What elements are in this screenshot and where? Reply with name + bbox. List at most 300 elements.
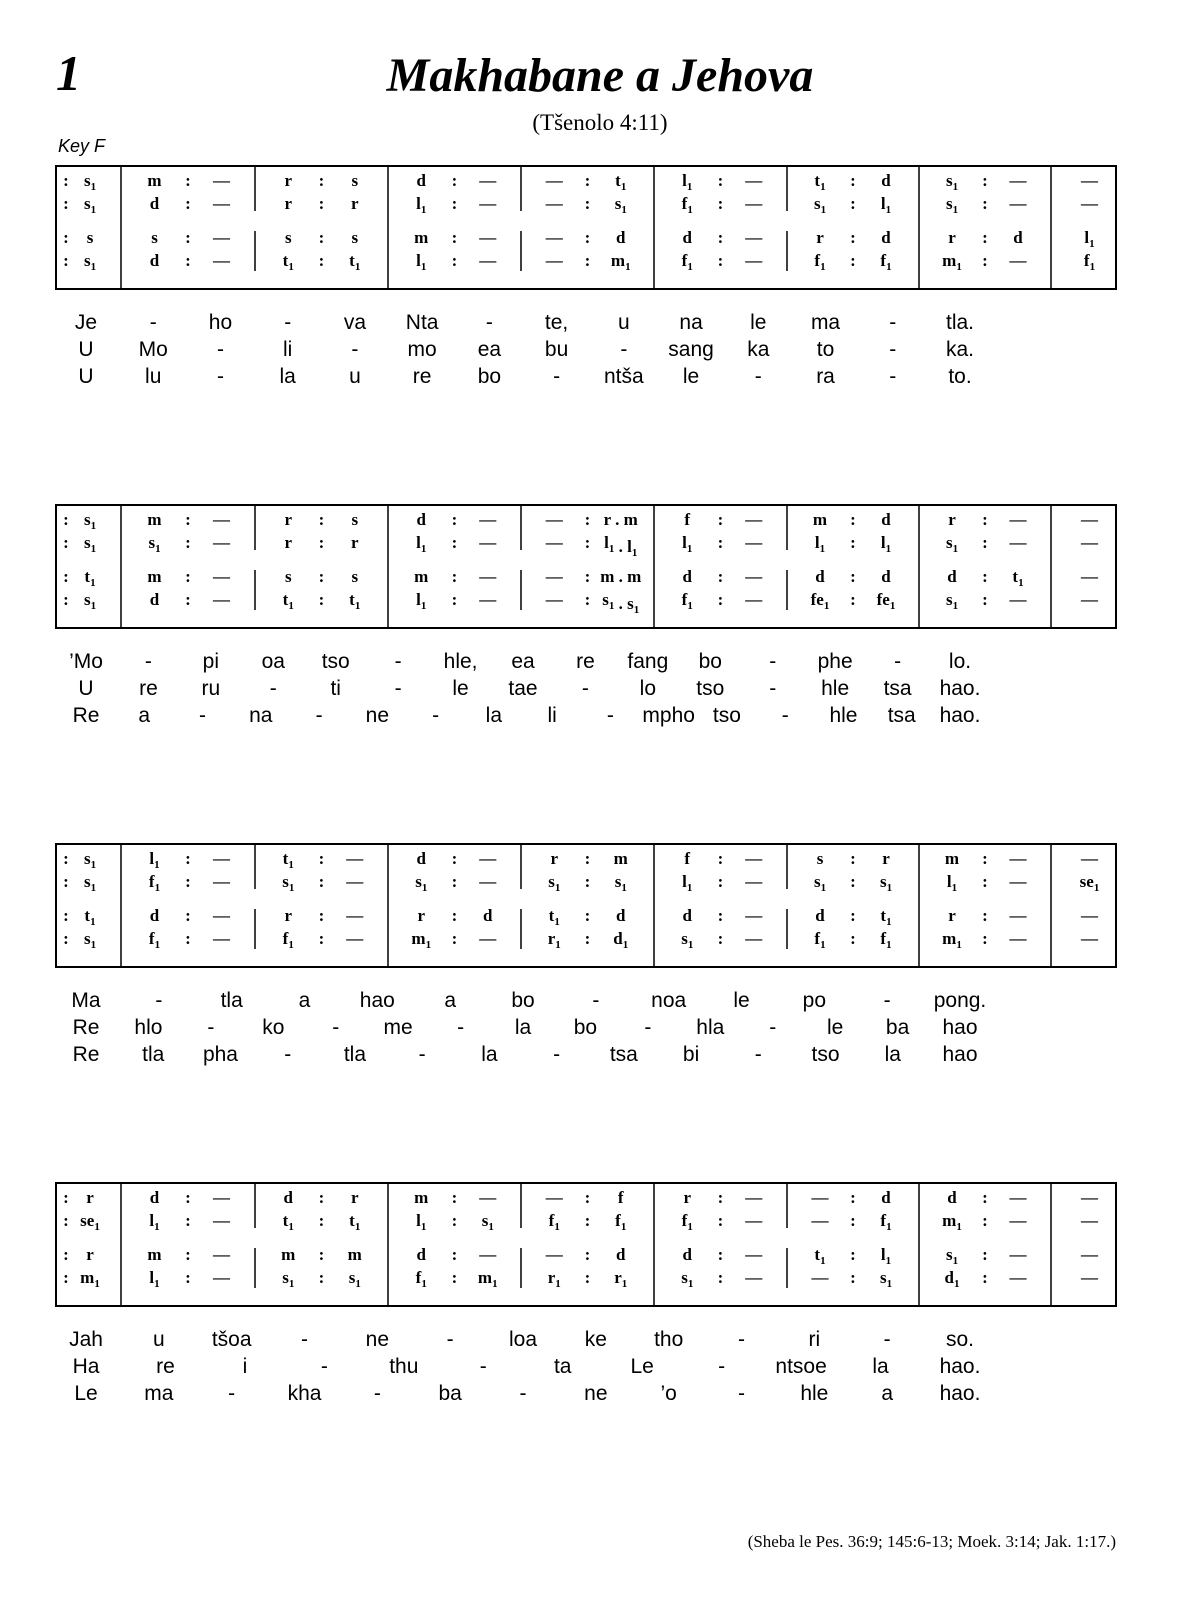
lyric-syllable: la xyxy=(279,365,296,388)
note: d xyxy=(616,228,626,247)
lyric-syllable: - xyxy=(519,1382,527,1405)
beat-colon: : xyxy=(63,533,69,552)
note: r xyxy=(284,510,293,529)
lyric-syllable: re xyxy=(156,1355,175,1378)
lyric-syllable: la xyxy=(514,1016,532,1039)
beat-colon: : xyxy=(185,1211,191,1230)
beat-colon: : xyxy=(318,1188,325,1207)
beat-colon: : xyxy=(451,590,458,609)
note: d xyxy=(416,510,426,529)
lyric-syllable: - xyxy=(432,704,440,727)
note: d xyxy=(149,194,160,213)
lyric-syllable: me xyxy=(383,1016,413,1039)
beat-colon: : xyxy=(717,1188,724,1207)
note: — xyxy=(745,533,763,552)
note: d xyxy=(881,228,891,247)
pickup-note: $t_1$ xyxy=(84,906,96,928)
beat-colon: : xyxy=(63,849,69,868)
lyric-syllable: - xyxy=(889,311,897,334)
note: — xyxy=(545,567,563,586)
note: $l_1$ xyxy=(416,533,427,555)
note: — xyxy=(545,1245,563,1264)
beat-colon: : xyxy=(584,849,591,868)
beat-colon: : xyxy=(318,1211,325,1230)
lyric-syllable: li xyxy=(283,338,293,361)
note: $d_1$ xyxy=(944,1268,960,1290)
note: $f_1$ xyxy=(681,251,693,273)
lyric-syllable: ko xyxy=(262,1016,285,1039)
lyric-syllable: hla xyxy=(696,1016,725,1039)
note: d xyxy=(149,906,160,925)
lyric-syllable: u xyxy=(618,311,630,334)
lyric-syllable: hao. xyxy=(939,704,981,727)
scripture-reference: (Tšenolo 4:11) xyxy=(532,110,668,135)
lyric-syllable: le xyxy=(750,311,767,334)
note: $s_1$ xyxy=(481,1211,494,1233)
note: — xyxy=(479,1245,497,1264)
lyric-syllable: tso xyxy=(321,650,350,673)
beat-colon: : xyxy=(318,251,325,270)
lyric-syllable: ta xyxy=(553,1355,572,1378)
note: $s_1$ xyxy=(681,929,694,951)
lyric-syllable: - xyxy=(894,650,902,673)
final-note: — xyxy=(1081,906,1098,925)
lyric-syllable: bu xyxy=(544,338,569,361)
beat-colon: : xyxy=(717,171,724,190)
note: $t_1$ xyxy=(349,251,361,273)
note: $l_1$ xyxy=(149,1268,160,1290)
note: — xyxy=(1009,171,1027,190)
note: s xyxy=(351,228,359,247)
note: — xyxy=(745,567,763,586)
lyric-syllable: le xyxy=(452,677,469,700)
note: $f_1$ xyxy=(548,1211,560,1233)
beat-colon: : xyxy=(584,251,591,270)
lyric-syllable: ra xyxy=(816,365,835,388)
beat-colon: : xyxy=(584,510,591,529)
pickup-note: s xyxy=(86,228,94,247)
note: — xyxy=(479,849,497,868)
note: d xyxy=(881,1188,891,1207)
beat-colon: : xyxy=(185,567,191,586)
beat-colon: : xyxy=(63,567,69,586)
lyric-syllable: loa xyxy=(508,1328,538,1351)
beat-colon: : xyxy=(584,590,591,609)
lyric-syllable: hle xyxy=(800,1382,829,1405)
beat-colon: : xyxy=(318,533,325,552)
lyric-syllable: bo xyxy=(477,365,502,388)
note: — xyxy=(545,510,563,529)
note: — xyxy=(213,567,230,586)
lyric-syllable: kha xyxy=(287,1382,322,1405)
lyric-syllable: - xyxy=(207,1016,215,1039)
note: — xyxy=(745,194,763,213)
beat-colon: : xyxy=(185,872,191,891)
note: — xyxy=(545,533,563,552)
beat-colon: : xyxy=(982,194,988,213)
note: — xyxy=(213,228,230,247)
lyric-syllable: la xyxy=(481,1043,498,1066)
note: — xyxy=(745,171,763,190)
lyric-syllable: hle xyxy=(829,704,858,727)
beat-colon: : xyxy=(63,194,69,213)
lyric-syllable: - xyxy=(889,338,897,361)
beat-colon: : xyxy=(63,510,69,529)
note: — xyxy=(479,171,497,190)
beat-colon: : xyxy=(451,849,458,868)
note: d xyxy=(616,906,626,925)
beat-colon: : xyxy=(982,590,988,609)
beat-colon: : xyxy=(451,251,458,270)
note: d xyxy=(616,1245,626,1264)
beat-colon: : xyxy=(318,906,325,925)
beat-colon: : xyxy=(185,590,191,609)
note: $t_1$ xyxy=(282,590,294,612)
beat-colon: : xyxy=(584,929,591,948)
beat-colon: : xyxy=(850,1268,856,1287)
note: — xyxy=(745,1268,763,1287)
note: d xyxy=(483,906,493,925)
lyric-syllable: - xyxy=(620,338,628,361)
note: — xyxy=(213,929,230,948)
beat-colon: : xyxy=(63,906,69,925)
note: $s_1$ xyxy=(148,533,161,555)
beat-colon: : xyxy=(982,1188,988,1207)
note: $m_1$ xyxy=(942,1211,962,1233)
beat-colon: : xyxy=(185,228,191,247)
note: — xyxy=(213,533,230,552)
final-note: — xyxy=(1081,171,1098,190)
note: — xyxy=(811,1188,829,1207)
beat-colon: : xyxy=(717,590,724,609)
note: $t_1$ xyxy=(349,590,361,612)
lyric-syllable: le xyxy=(733,989,750,1012)
note: r . m xyxy=(603,510,638,529)
lyric-syllable: - xyxy=(284,1043,292,1066)
lyric-syllable: pong. xyxy=(933,989,987,1012)
note: $t_1$ xyxy=(548,906,560,928)
note: — xyxy=(479,533,497,552)
pickup-note: $s_1$ xyxy=(83,590,97,612)
note: $s_1$ xyxy=(945,194,959,216)
beat-colon: : xyxy=(850,1245,856,1264)
note: — xyxy=(1009,1211,1027,1230)
beat-colon: : xyxy=(318,510,325,529)
beat-colon: : xyxy=(982,1245,988,1264)
lyric-syllable: - xyxy=(320,1355,328,1378)
lyric-syllable: lo. xyxy=(948,650,972,673)
note: r xyxy=(284,533,293,552)
final-note: — xyxy=(1081,194,1098,213)
pickup-note: $s_1$ xyxy=(83,872,97,894)
beat-colon: : xyxy=(451,929,458,948)
note: — xyxy=(213,251,230,270)
note: — xyxy=(213,1268,230,1287)
note: r xyxy=(948,228,956,247)
beat-colon: : xyxy=(318,590,325,609)
beat-colon: : xyxy=(185,251,191,270)
lyric-syllable: - xyxy=(485,311,493,334)
beat-colon: : xyxy=(63,590,69,609)
note: — xyxy=(213,194,230,213)
beat-colon: : xyxy=(982,906,988,925)
beat-colon: : xyxy=(717,906,724,925)
note: $s_1$ xyxy=(879,872,893,894)
beat-colon: : xyxy=(850,1188,856,1207)
lyric-syllable: pi xyxy=(202,650,220,673)
note: — xyxy=(1009,906,1027,925)
lyric-syllable: oa xyxy=(261,650,285,673)
beat-colon: : xyxy=(185,1268,191,1287)
note: s xyxy=(284,567,292,586)
beat-colon: : xyxy=(717,567,724,586)
final-note: $l_1$ xyxy=(1084,228,1095,250)
note: f xyxy=(684,849,691,868)
lyric-syllable: - xyxy=(269,677,277,700)
pickup-note: $t_1$ xyxy=(84,567,96,589)
hymn-title: Makhabane a Jehova xyxy=(386,49,814,102)
note: — xyxy=(213,872,230,891)
pickup-note: $s_1$ xyxy=(83,251,97,273)
lyric-syllable: tla xyxy=(220,989,243,1012)
note: — xyxy=(745,1245,763,1264)
note: $l_1$ xyxy=(682,171,693,193)
beat-colon: : xyxy=(63,872,69,891)
lyric-syllable: Jah xyxy=(69,1328,103,1351)
note: $r_1$ xyxy=(547,1268,561,1290)
note: $l_1$ xyxy=(946,872,958,894)
note: — xyxy=(213,1188,230,1207)
lyric-syllable: - xyxy=(606,704,614,727)
lyric-syllable: noa xyxy=(651,989,687,1012)
note: $f_1$ xyxy=(681,590,693,612)
beat-colon: : xyxy=(318,171,325,190)
lyric-syllable: hao xyxy=(359,989,395,1012)
note: — xyxy=(745,906,763,925)
lyric-syllable: to. xyxy=(948,365,972,388)
note: $s_1$ xyxy=(614,194,627,216)
note: — xyxy=(1009,929,1027,948)
note: $m_1$ xyxy=(610,251,631,273)
note: — xyxy=(346,906,364,925)
lyric-syllable: hao. xyxy=(939,1382,981,1405)
lyric-syllable: hlo xyxy=(134,1016,163,1039)
lyric-syllable: - xyxy=(479,1355,487,1378)
note: — xyxy=(479,567,497,586)
note: — xyxy=(745,1211,763,1230)
note: $d_1$ xyxy=(613,929,629,951)
note: d xyxy=(682,906,692,925)
lyric-syllable: - xyxy=(301,1328,308,1351)
note: d xyxy=(149,590,160,609)
lyric-syllable: - xyxy=(394,677,402,700)
note: r xyxy=(550,849,559,868)
note: $fe_1$ xyxy=(810,590,830,612)
note: — xyxy=(479,194,497,213)
note: — xyxy=(213,510,230,529)
beat-colon: : xyxy=(717,1268,724,1287)
note: — xyxy=(745,849,763,868)
note: m xyxy=(414,567,429,586)
note: m xyxy=(147,1245,162,1264)
note: — xyxy=(479,1188,497,1207)
lyric-syllable: tšoa xyxy=(211,1328,252,1351)
final-note: — xyxy=(1081,567,1098,586)
beat-colon: : xyxy=(318,929,325,948)
lyric-syllable: ba xyxy=(885,1016,910,1039)
lyric-syllable: - xyxy=(155,989,163,1012)
lyric-syllable: a xyxy=(298,989,311,1012)
lyric-syllable: - xyxy=(394,650,402,673)
beat-colon: : xyxy=(584,533,591,552)
note: $f_1$ xyxy=(880,929,892,951)
lyric-syllable: - xyxy=(769,650,777,673)
note: m xyxy=(414,228,429,247)
beat-colon: : xyxy=(717,228,724,247)
lyric-syllable: - xyxy=(216,365,224,388)
beat-colon: : xyxy=(982,929,988,948)
note: r xyxy=(948,906,956,925)
lyric-syllable: ri xyxy=(808,1328,821,1351)
beat-colon: : xyxy=(850,906,856,925)
beat-colon: : xyxy=(451,906,458,925)
lyric-syllable: ea xyxy=(511,650,535,673)
note: d xyxy=(881,171,891,190)
note: $f_1$ xyxy=(880,1211,892,1233)
beat-colon: : xyxy=(584,567,591,586)
beat-colon: : xyxy=(584,1268,591,1287)
beat-colon: : xyxy=(185,171,191,190)
pickup-note: $s_1$ xyxy=(83,533,97,555)
beat-colon: : xyxy=(982,567,988,586)
note: $f_1$ xyxy=(880,251,892,273)
beat-colon: : xyxy=(451,194,458,213)
final-note: — xyxy=(1081,1268,1098,1287)
note: f xyxy=(684,510,691,529)
note: — xyxy=(745,872,763,891)
lyric-syllable: ntša xyxy=(603,365,644,388)
lyric-syllable: la xyxy=(485,704,503,727)
lyric-syllable: ti xyxy=(330,677,341,700)
note: d xyxy=(947,1188,957,1207)
note: — xyxy=(346,872,364,891)
lyric-syllable: - xyxy=(644,1016,652,1039)
beat-colon: : xyxy=(717,1211,724,1230)
lyric-syllable: re xyxy=(139,677,158,700)
note: $l_1$ xyxy=(149,1211,160,1233)
lyric-syllable: U xyxy=(78,677,94,700)
beat-colon: : xyxy=(451,228,458,247)
note: d xyxy=(682,567,692,586)
note: $l_1$ . $l_1$ xyxy=(604,533,638,559)
note: $s_1$ xyxy=(614,872,627,894)
beat-colon: : xyxy=(63,228,69,247)
lyric-syllable: - xyxy=(738,1382,745,1405)
beat-colon: : xyxy=(63,251,69,270)
note: $s_1$ xyxy=(282,1268,295,1290)
beat-colon: : xyxy=(717,929,724,948)
note: m xyxy=(147,171,162,190)
lyric-syllable: - xyxy=(351,338,359,361)
pickup-note: $m_1$ xyxy=(80,1268,100,1290)
lyric-syllable: - xyxy=(738,1328,745,1351)
note: d xyxy=(416,1245,426,1264)
note: r xyxy=(683,1188,692,1207)
lyric-syllable: Re xyxy=(72,704,100,727)
lyric-syllable: Ha xyxy=(72,1355,100,1378)
note: $r_1$ xyxy=(614,1268,628,1290)
beat-colon: : xyxy=(982,849,988,868)
beat-colon: : xyxy=(717,251,724,270)
lyric-syllable: Le xyxy=(74,1382,98,1405)
beat-colon: : xyxy=(451,1245,458,1264)
note: m xyxy=(414,1188,429,1207)
beat-colon: : xyxy=(63,1268,69,1287)
note: — xyxy=(745,510,763,529)
beat-colon: : xyxy=(451,1268,458,1287)
beat-colon: : xyxy=(318,194,325,213)
note: $t_1$ xyxy=(880,906,892,928)
beat-colon: : xyxy=(63,1211,69,1230)
final-note: $se_1$ xyxy=(1079,872,1100,894)
lyric-syllable: a xyxy=(444,989,457,1012)
footnote: (Sheba le Pes. 36:9; 145:6-13; Moek. 3:14; Jak. 1:17.) xyxy=(747,1532,1116,1551)
lyric-syllable: hle, xyxy=(443,650,478,673)
beat-colon: : xyxy=(451,1188,458,1207)
note: $s_1$ xyxy=(945,1245,959,1267)
note: $l_1$ xyxy=(814,533,826,555)
beat-colon: : xyxy=(584,1211,591,1230)
lyric-syllable: - xyxy=(769,677,777,700)
lyric-syllable: tla xyxy=(343,1043,367,1066)
note: m . m xyxy=(600,567,642,586)
note: $f_1$ xyxy=(814,929,826,951)
lyric-syllable: va xyxy=(343,311,367,334)
note: — xyxy=(479,251,497,270)
beat-colon: : xyxy=(318,1268,325,1287)
note: s xyxy=(816,849,824,868)
lyric-syllable: thu xyxy=(389,1355,419,1378)
note: m xyxy=(812,510,828,529)
beat-colon: : xyxy=(584,906,591,925)
note: r xyxy=(284,194,293,213)
note: $t_1$ xyxy=(615,171,627,193)
lyric-syllable: - xyxy=(754,365,762,388)
note: s xyxy=(151,228,158,247)
note: r xyxy=(350,194,359,213)
pickup-note: r xyxy=(86,1188,94,1207)
lyric-syllable: - xyxy=(592,989,600,1012)
note: $f_1$ xyxy=(681,194,693,216)
note: $l_1$ xyxy=(880,194,892,216)
beat-colon: : xyxy=(850,171,856,190)
final-note: — xyxy=(1081,1245,1098,1264)
lyric-syllable: bi xyxy=(682,1043,700,1066)
lyric-syllable: - xyxy=(769,1016,777,1039)
note: $l_1$ xyxy=(880,533,892,555)
note: s xyxy=(351,171,359,190)
note: $m_1$ xyxy=(411,929,432,951)
lyric-syllable: hao. xyxy=(939,1355,981,1378)
note: — xyxy=(745,251,763,270)
note: $l_1$ xyxy=(682,872,693,894)
note: $f_1$ xyxy=(282,929,294,951)
lyric-syllable: - xyxy=(446,1328,454,1351)
lyric-syllable: Le xyxy=(630,1355,654,1378)
lyric-syllable: - xyxy=(553,365,561,388)
note: d xyxy=(947,567,957,586)
lyric-syllable: hao xyxy=(942,1043,978,1066)
